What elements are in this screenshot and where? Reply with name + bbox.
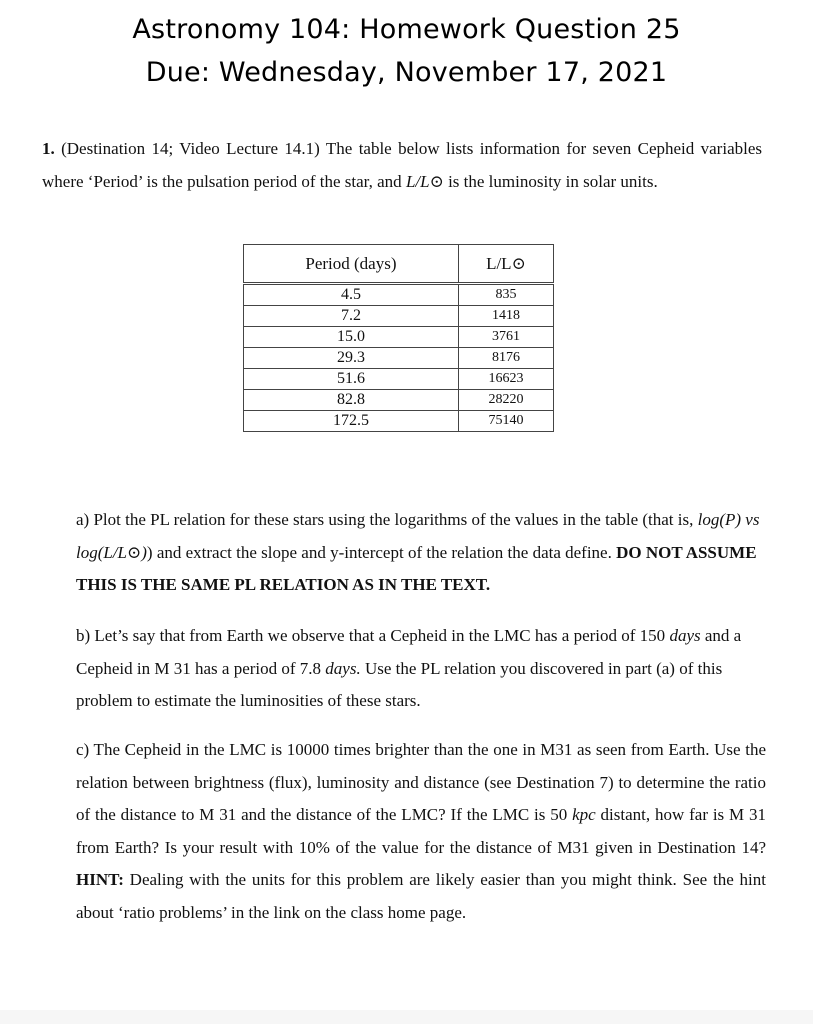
- question-intro: [42, 133, 762, 198]
- part-c: [76, 734, 766, 929]
- part-c-hint-label: HINT:: [76, 870, 124, 889]
- luminosity-cell: 835: [458, 284, 553, 306]
- luminosity-cell: 16623: [458, 369, 553, 390]
- part-a-text-1: a) Plot the PL relation for these stars using the logarithms of the values in the table (that is,: [76, 510, 698, 529]
- part-c-text-3: Dealing with the units for this problem are likely easier than you might think. See the hint about ‘ratio problems’ in the link on the class home page.: [76, 870, 766, 922]
- period-column-header: Period (days): [244, 245, 459, 284]
- part-b-text-2: and a Cepheid in M 31 has a period of 7.8: [76, 626, 742, 678]
- period-cell: 7.2: [244, 306, 459, 327]
- period-cell: 82.8: [244, 390, 459, 411]
- part-a-warning: DO NOT ASSUME THIS IS THE SAME PL RELATION AS IN THE TEXT.: [76, 542, 757, 594]
- table-row: [244, 411, 554, 432]
- table-header-row: [244, 245, 554, 284]
- page-title: Astronomy 104: Homework Question 25: [132, 14, 681, 45]
- part-a-text-2: ) and extract the slope and y-intercept of the relation the data define.: [146, 542, 617, 562]
- part-c-text-1: c) The Cepheid in the LMC is 10000 times brighter than the one in M31 as seen from Earth. Use the relation between brightness (flux), luminosity and distance (see Destination 7) to determine the ratio of the distance to M 31 and the distance of the LMC? If the LMC is 50: [76, 740, 766, 824]
- period-cell: 29.3: [244, 348, 459, 369]
- table-row: [244, 348, 554, 369]
- part-a-math: log(P) vs log(L/L⊙): [76, 510, 760, 562]
- question-number: 1.: [42, 139, 55, 158]
- period-cell: 15.0: [244, 327, 459, 348]
- part-c-text-2: distant, how far is M 31 from Earth? Is your result with 10% of the value for the distance of M31 given in Destination 14?: [76, 805, 766, 857]
- part-b: [76, 620, 766, 718]
- table-row: [244, 369, 554, 390]
- luminosity-cell: 75140: [458, 411, 553, 432]
- period-cell: 172.5: [244, 411, 459, 432]
- part-b-text-3: Use the PL relation you discovered in part (a) of this problem to estimate the luminosities of these stars.: [76, 658, 723, 710]
- question-intro-text-a: (Destination 14; Video Lecture 14.1) The table below lists information for seven Cepheid variables where ‘Period’ is the pulsation period of the star, and: [42, 139, 762, 191]
- due-date: Due: Wednesday, November 17, 2021: [145, 57, 668, 88]
- page-bottom-edge: [0, 1010, 813, 1024]
- table-row: [244, 284, 554, 306]
- part-b-text-1: b) Let’s say that from Earth we observe that a Cepheid in the LMC has a period of 150: [76, 626, 670, 645]
- luminosity-symbol: L/L⊙: [405, 171, 444, 191]
- period-cell: 4.5: [244, 284, 459, 306]
- luminosity-cell: 28220: [458, 390, 553, 411]
- part-a: [76, 504, 766, 602]
- luminosity-cell: 3761: [458, 327, 553, 348]
- luminosity-column-header: L/L⊙: [458, 245, 553, 284]
- part-c-unit: kpc: [572, 805, 596, 824]
- table-row: [244, 327, 554, 348]
- part-b-unit-1: days: [669, 626, 701, 645]
- question-intro-text-b: is the luminosity in solar units.: [443, 171, 658, 191]
- period-cell: 51.6: [244, 369, 459, 390]
- table-row: [244, 306, 554, 327]
- part-b-unit-2: days.: [325, 658, 361, 678]
- luminosity-cell: 8176: [458, 348, 553, 369]
- table-row: [244, 390, 554, 411]
- luminosity-cell: 1418: [458, 306, 553, 327]
- cepheid-table: [243, 244, 554, 432]
